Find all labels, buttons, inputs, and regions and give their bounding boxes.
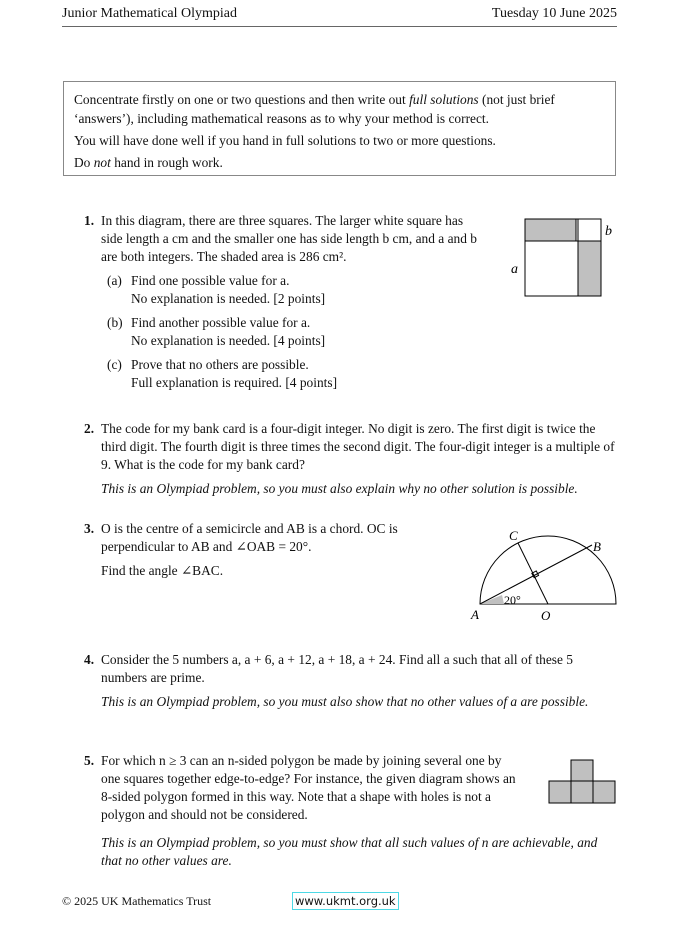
question-1-part-c: (c) Prove that no others are possible. Full explanation is required. [4 points] — [107, 357, 338, 390]
svg-text:20°: 20° — [504, 593, 521, 607]
question-2: 2. The code for my bank card is a four-digit integer. No digit is zero. The first digit is twice the third digit. The fourth digit is three times the second digit. The four-digit integer is a multiple of 9. What is the code for my bank card? This is an Olympiad problem, so you must also explain why no other solution is possible. — [84, 420, 618, 504]
footer-link[interactable]: www.ukmt.org.uk — [292, 892, 399, 910]
squares-diagram — [505, 215, 625, 300]
question-4: 4. Consider the 5 numbers a, a + 6, a + 12, a + 18, a + 24. Find all a such that all of these 5 numbers are prime. This is an Olympiad problem, so you must also show that no other values of a are possible. — [84, 651, 618, 717]
question-5: 5. For which n ≥ 3 can an n-sided polygon be made by joining several one by one squares together edge-to-edge? For instance, the given diagram shows an 8-sided polygon formed in this way. Note that a shape with holes is not a polygon and should not be considered. — [84, 752, 524, 830]
svg-text:B: B — [593, 539, 601, 554]
question-1: 1. In this diagram, there are three squares. The larger white square has side length a cm and the smaller one has side length b cm, and a and b are both integers. The shaded area is 286 cm². (a) Find one possible value for a. No explanation is needed. [2 points] (b) Find another possible value for a. No explanation is needed. [4 points] (c) Prove that no others are possible. Full explanation is required. [4 points] — [84, 212, 484, 398]
question-2-text: The code for my bank card is a four-digit integer. No digit is zero. The first digit is twice the third digit. The fourth digit is three times the second digit. The four-digit integer is a multiple of 9. What is the code for my bank card? — [101, 421, 615, 472]
question-3: 3. O is the centre of a semicircle and AB is a chord. OC is perpendicular to AB and ∠OAB = 20°. Find the angle ∠BAC. — [84, 520, 459, 586]
question-3-text2: Find the angle ∠BAC. — [101, 563, 224, 578]
instructions-box — [63, 81, 616, 176]
semicircle-diagram — [460, 520, 630, 625]
header-date: Tuesday 10 June 2025 — [491, 6, 617, 21]
footer-copyright: © 2025 UK Mathematics Trust — [62, 894, 212, 908]
svg-text:O: O — [541, 608, 551, 623]
instruction-2: You will have done well if you hand in full solutions to two or more questions. — [74, 133, 496, 148]
question-1-part-a: (a) Find one possible value for a. No explanation is needed. [2 points] — [107, 273, 326, 306]
question-1-text: In this diagram, there are three squares. The larger white square has side length a cm and the smaller one has side length b cm, and a and b are both integers. The shaded area is 286 cm². — [101, 213, 477, 264]
svg-text:a: a — [511, 262, 518, 277]
header-title: Junior Mathematical Olympiad — [62, 6, 237, 21]
question-1-part-b: (b) Find another possible value for a. No explanation is needed. [4 points] — [107, 315, 326, 348]
instruction-1: Concentrate firstly on one or two questions and then write out full solutions (not just brief ‘answers’), including mathematical reasons as to why your method is correct. — [74, 92, 555, 126]
svg-text:A: A — [471, 607, 479, 622]
question-5-note-wrap — [84, 834, 618, 876]
question-3-text: O is the centre of a semicircle and AB is a chord. OC is perpendicular to AB and ∠OAB = 20°. — [101, 521, 398, 554]
instruction-3: Do not hand in rough work. — [74, 155, 223, 170]
question-2-note: This is an Olympiad problem, so you must also explain why no other solution is possible. — [101, 481, 578, 496]
svg-text:C: C — [509, 528, 518, 543]
page-header — [62, 6, 617, 27]
question-4-text: Consider the 5 numbers a, a + 6, a + 12, a + 18, a + 24. Find all a such that all of these 5 numbers are prime. — [101, 652, 574, 685]
svg-text:b: b — [605, 224, 612, 239]
question-5-text: For which n ≥ 3 can an n-sided polygon be made by joining several one by one squares together edge-to-edge? For instance, the given diagram shows an 8-sided polygon formed in this way. Note that a shape with holes is not a polygon and should not be considered. — [101, 753, 516, 822]
question-4-note: This is an Olympiad problem, so you must also show that no other values of a are possible. — [101, 694, 589, 709]
question-5-note: This is an Olympiad problem, so you must show that all such values of n are achievable, and that no other values are. — [101, 835, 598, 868]
polygon-diagram — [545, 757, 620, 807]
